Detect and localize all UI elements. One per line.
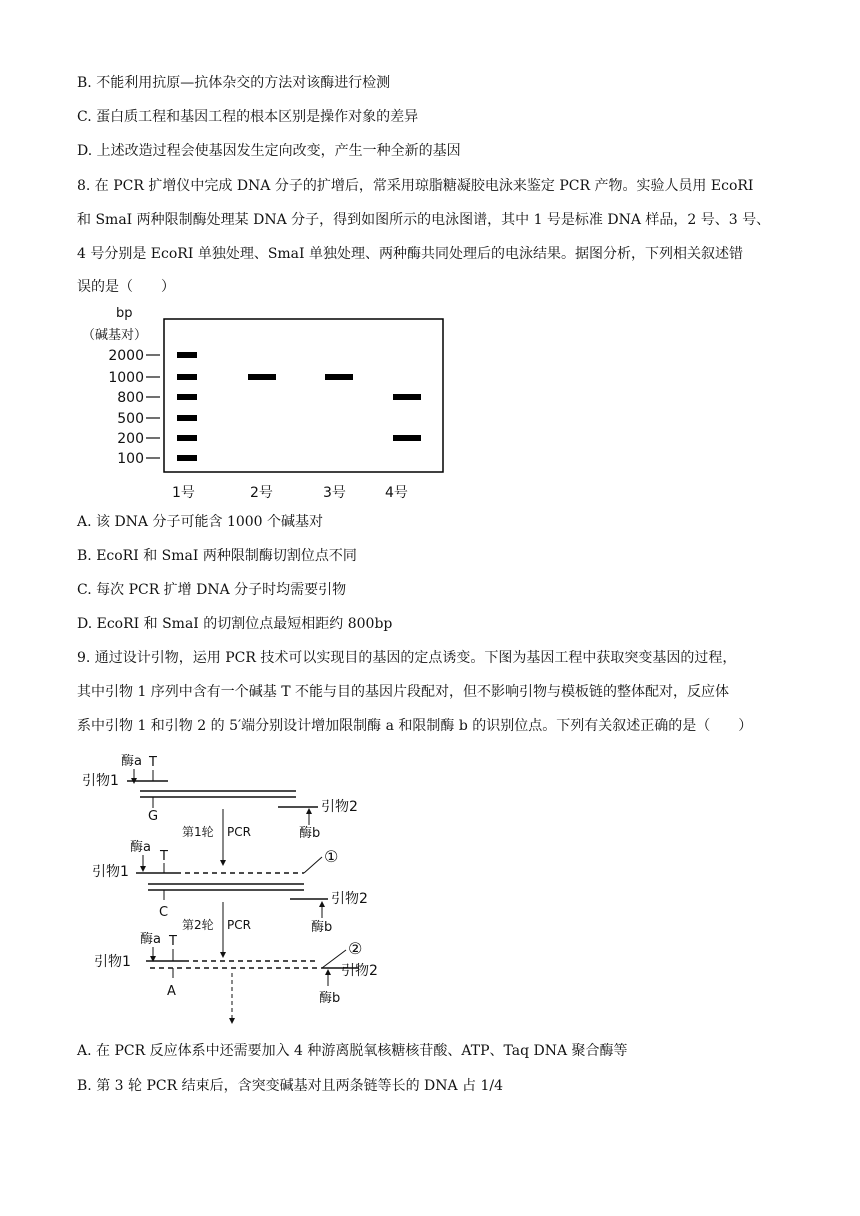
lane-label-3: 3号: [323, 485, 346, 501]
round2-arrow: [182, 902, 251, 955]
question-8-line-2: 和 SmaI 两种限制酶处理某 DNA 分子，得到如图所示的电泳图谱，其中 1 号是标准 DNA 样品，2 号、3 号、: [77, 212, 771, 228]
gel-unit-cn-label: （碱基对）: [82, 328, 148, 343]
band-lane3-1000bp: [325, 374, 353, 380]
enzyme-a-label-2: 酶a: [130, 840, 151, 855]
option-b-q9: B. 第 3 轮 PCR 结束后，含突变碱基对且两条链等长的 DNA 占 1/4: [77, 1078, 504, 1094]
primer1-label-3: 引物1: [94, 954, 131, 970]
pcr-mutagenesis-diagram: [78, 745, 408, 1030]
band-lane1-1000bp: [177, 374, 197, 380]
option-c-q7: C. 蛋白质工程和基因工程的根本区别是操作对象的差异: [77, 109, 419, 125]
round1-label: 第1轮: [182, 825, 214, 839]
marker-1: ①: [324, 847, 339, 866]
band-lane1-2000bp: [177, 352, 197, 358]
stage-round2: [94, 932, 378, 1006]
gel-unit-label: bp: [116, 306, 133, 321]
base-a-label: A: [167, 984, 176, 999]
primer2-label-3: 引物2: [341, 963, 378, 979]
band-lane2-1000bp: [248, 374, 276, 380]
base-c-label: C: [159, 905, 169, 920]
round1-pcr-label: PCR: [227, 825, 251, 839]
question-8-line-1: 8. 在 PCR 扩增仪中完成 DNA 分子的扩增后，常采用琼脂糖凝胶电泳来鉴定 PCR 产物。实验人员用 EcoRI: [77, 178, 754, 194]
marker-2: ②: [348, 939, 363, 958]
gel-electrophoresis-figure: [80, 300, 460, 510]
primer2-label: 引物2: [321, 799, 358, 815]
question-8-line-4: 误的是（ ）: [77, 279, 175, 295]
base-g-label: G: [148, 809, 159, 824]
band-lane1-500bp: [177, 415, 197, 421]
round2-label: 第2轮: [182, 918, 214, 932]
ladder-label-800: 800: [117, 390, 144, 406]
enzyme-b-label-3: 酶b: [319, 991, 341, 1006]
option-a-q9: A. 在 PCR 反应体系中还需要加入 4 种游离脱氧核糖核苷酸、ATP、Taq DNA 聚合酶等: [77, 1043, 628, 1059]
option-c-q8: C. 每次 PCR 扩增 DNA 分子时均需要引物: [77, 582, 347, 598]
base-t-label-3: T: [169, 934, 177, 949]
option-a-q8: A. 该 DNA 分子可能含 1000 个碱基对: [77, 514, 324, 530]
primer2-label-2: 引物2: [331, 891, 368, 907]
round2-pcr-label: PCR: [227, 918, 251, 932]
question-9-line-2: 其中引物 1 序列中含有一个碱基 T 不能与目的基因片段配对，但不影响引物与模板链的整体配对，反应体: [77, 684, 730, 700]
enzyme-b-label: 酶b: [299, 826, 321, 841]
band-lane1-200bp: [177, 435, 197, 441]
option-d-q8: D. EcoRI 和 SmaI 的切割位点最短相距约 800bp: [77, 616, 393, 632]
question-8-line-3: 4 号分别是 EcoRI 单独处理、SmaI 单独处理、两种酶共同处理后的电泳结果。据图分析，下列相关叙述错: [77, 246, 744, 262]
base-t-label-2: T: [160, 849, 168, 864]
question-9-line-1: 9. 通过设计引物，运用 PCR 技术可以实现目的基因的定点诱变。下图为基因工程中获取突变基因的过程，: [77, 650, 737, 666]
band-lane1-800bp: [177, 394, 197, 400]
stage-template: [82, 754, 358, 841]
band-lane4-200bp: [393, 435, 421, 441]
ladder-label-500: 500: [117, 411, 144, 427]
ladder-label-1000: 1000: [108, 370, 144, 386]
option-d-q7: D. 上述改造过程会使基因发生定向改变，产生一种全新的基因: [77, 143, 461, 159]
option-b-q7: B. 不能利用抗原—抗体杂交的方法对该酶进行检测: [77, 75, 391, 91]
enzyme-a-label-3: 酶a: [140, 932, 161, 947]
lane-label-1: 1号: [172, 485, 195, 501]
band-lane1-100bp: [177, 455, 197, 461]
ladder-label-200: 200: [117, 431, 144, 447]
ladder-label-2000: 2000: [108, 348, 144, 364]
round1-arrow: [182, 809, 251, 863]
lane-label-2: 2号: [250, 485, 273, 501]
enzyme-b-label-2: 酶b: [311, 920, 333, 935]
primer1-label: 引物1: [82, 773, 119, 789]
lane-label-4: 4号: [385, 485, 408, 501]
band-lane4-800bp: [393, 394, 421, 400]
primer1-label-2: 引物1: [92, 864, 129, 880]
ladder-label-100: 100: [117, 451, 144, 467]
base-t-label: T: [149, 755, 157, 770]
option-b-q8: B. EcoRI 和 SmaI 两种限制酶切割位点不同: [77, 548, 357, 564]
question-9-line-3: 系中引物 1 和引物 2 的 5′端分别设计增加限制酶 a 和限制酶 b 的识别位点。下列有关叙述正确的是（ ）: [77, 718, 753, 734]
enzyme-a-label: 酶a: [121, 754, 142, 769]
